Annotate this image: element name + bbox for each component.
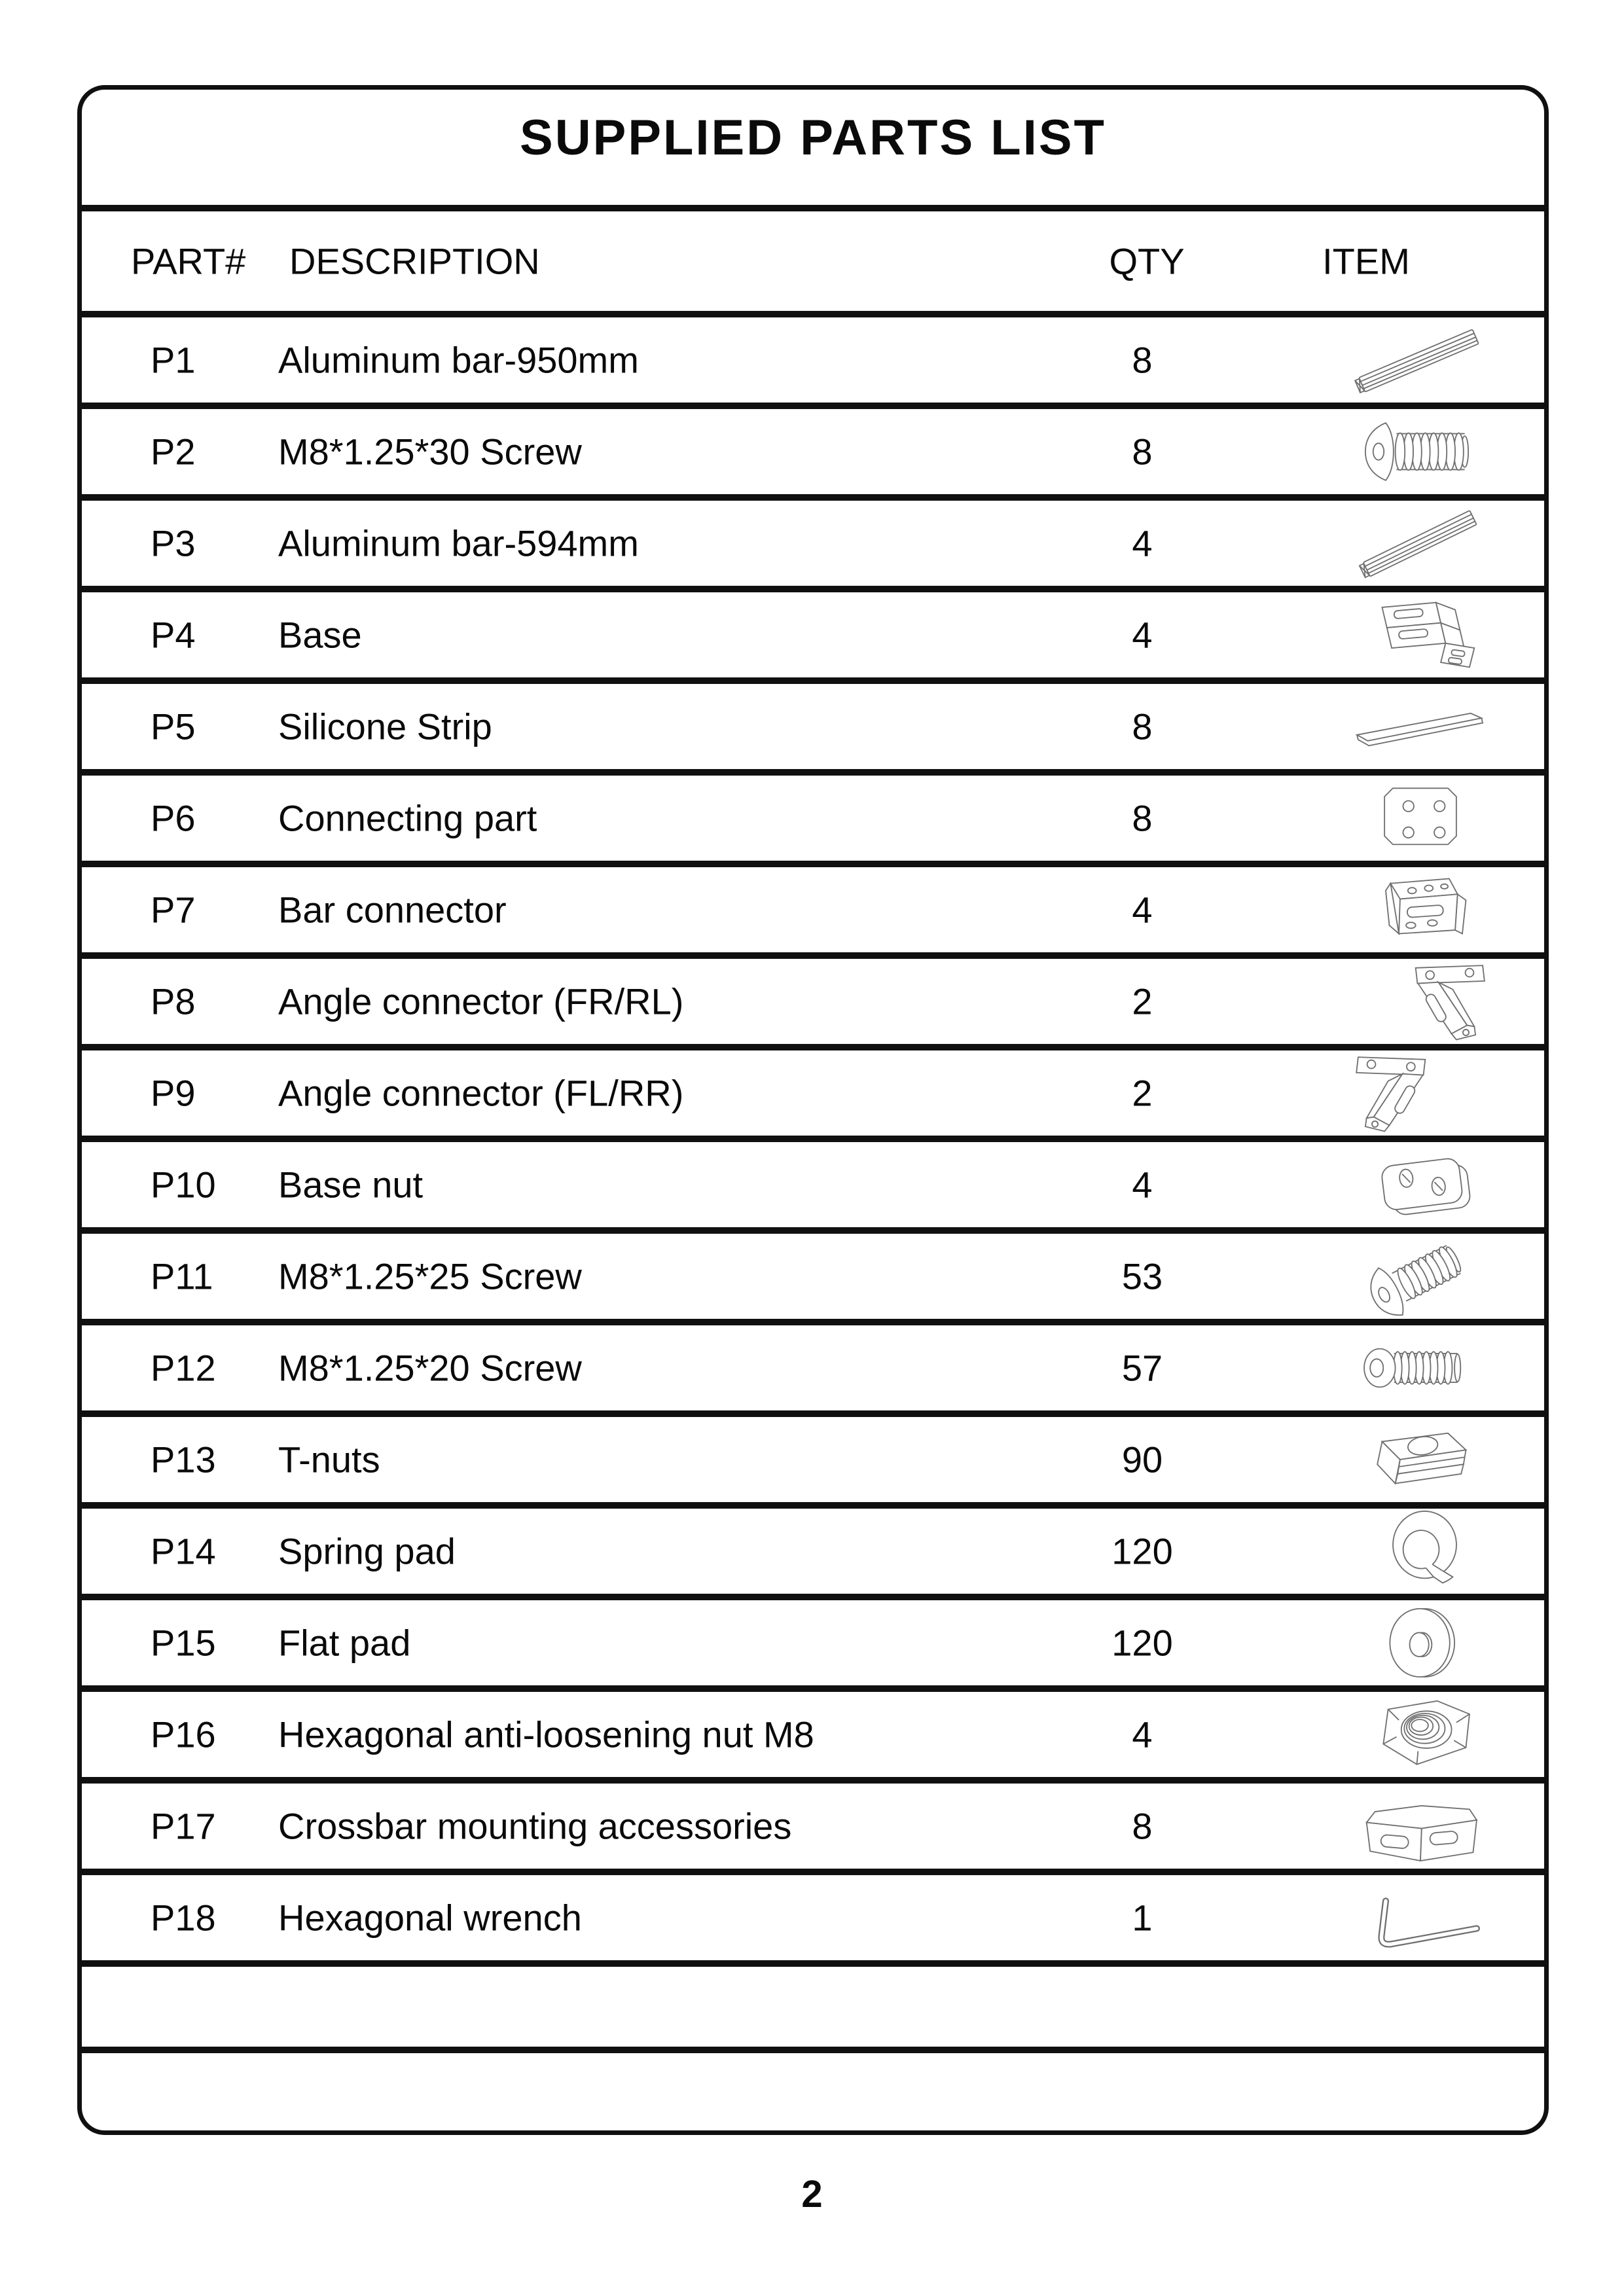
button-head-screw-icon xyxy=(1342,1326,1499,1410)
part-item-cell xyxy=(1342,1234,1499,1319)
part-item-cell xyxy=(1342,867,1499,952)
base-nut-icon xyxy=(1342,1143,1499,1227)
part-description: Connecting part xyxy=(278,797,537,839)
part-description: Base nut xyxy=(278,1164,424,1206)
table-row xyxy=(82,769,1544,861)
part-number: P7 xyxy=(151,889,196,931)
base-bracket-icon xyxy=(1342,593,1499,677)
part-item-cell xyxy=(1342,1784,1499,1869)
part-item-cell xyxy=(1342,1875,1499,1960)
part-description: M8*1.25*25 Screw xyxy=(278,1255,582,1297)
table-row xyxy=(82,1044,1544,1136)
part-item-cell xyxy=(1342,409,1499,494)
table-row xyxy=(82,1594,1544,1685)
part-qty: 120 xyxy=(1111,1530,1173,1572)
angle-connector-fr-rl-icon xyxy=(1342,960,1499,1043)
table-row xyxy=(82,861,1544,952)
part-qty: 53 xyxy=(1121,1255,1163,1297)
part-qty: 90 xyxy=(1121,1439,1163,1480)
silicone-strip-icon xyxy=(1342,685,1499,768)
part-qty: 4 xyxy=(1132,1164,1153,1206)
header-qty-label: QTY xyxy=(1109,240,1185,282)
part-number: P13 xyxy=(151,1439,216,1480)
part-description: Hexagonal anti-loosening nut M8 xyxy=(278,1713,814,1755)
empty-row-divider xyxy=(82,2047,1544,2053)
part-qty: 8 xyxy=(1132,339,1153,381)
part-description: Crossbar mounting accessories xyxy=(278,1805,792,1847)
table-row xyxy=(82,1777,1544,1869)
part-qty: 2 xyxy=(1132,980,1153,1022)
part-number: P14 xyxy=(151,1530,216,1572)
table-row xyxy=(82,494,1544,586)
part-number: P18 xyxy=(151,1897,216,1939)
table-row xyxy=(82,1136,1544,1227)
part-item-cell xyxy=(1342,1600,1499,1685)
part-number: P8 xyxy=(151,980,196,1022)
table-row xyxy=(82,952,1544,1044)
parts-list-box xyxy=(77,85,1549,2135)
title-divider xyxy=(82,205,1544,211)
t-nut-icon xyxy=(1342,1418,1499,1501)
part-description: M8*1.25*20 Screw xyxy=(278,1347,582,1389)
part-description: Spring pad xyxy=(278,1530,456,1572)
hex-wrench-icon xyxy=(1342,1876,1499,1960)
angle-connector-fl-rr-icon xyxy=(1342,1051,1499,1135)
part-item-cell xyxy=(1342,317,1499,403)
part-number: P17 xyxy=(151,1805,216,1847)
part-number: P9 xyxy=(151,1072,196,1114)
empty-row-divider xyxy=(82,1960,1544,1967)
part-description: Angle connector (FR/RL) xyxy=(278,980,684,1022)
header-part-label: PART# xyxy=(131,240,246,282)
table-row xyxy=(82,1410,1544,1502)
part-number: P10 xyxy=(151,1164,216,1206)
part-description: T-nuts xyxy=(278,1439,380,1480)
part-item-cell xyxy=(1342,1509,1499,1594)
table-row xyxy=(82,1502,1544,1594)
part-number: P12 xyxy=(151,1347,216,1389)
part-item-cell xyxy=(1342,1325,1499,1410)
part-number: P16 xyxy=(151,1713,216,1755)
part-qty: 8 xyxy=(1132,797,1153,839)
part-number: P6 xyxy=(151,797,196,839)
table-row xyxy=(82,311,1544,403)
part-description: Flat pad xyxy=(278,1622,411,1664)
part-item-cell xyxy=(1342,1692,1499,1777)
header-item-label: ITEM xyxy=(1322,240,1410,282)
part-qty: 1 xyxy=(1132,1897,1153,1939)
header-description-label: DESCRIPTION xyxy=(289,240,540,282)
part-description: Hexagonal wrench xyxy=(278,1897,582,1939)
part-description: Bar connector xyxy=(278,889,507,931)
part-number: P4 xyxy=(151,614,196,656)
part-item-cell xyxy=(1342,592,1499,677)
part-description: Silicone Strip xyxy=(278,706,492,747)
part-qty: 8 xyxy=(1132,431,1153,473)
part-item-cell xyxy=(1342,959,1499,1044)
part-description: M8*1.25*30 Screw xyxy=(278,431,582,473)
part-description: Aluminum bar-594mm xyxy=(278,522,639,564)
part-qty: 4 xyxy=(1132,614,1153,656)
aluminum-bar-icon xyxy=(1342,318,1499,402)
part-item-cell xyxy=(1342,1050,1499,1136)
part-item-cell xyxy=(1342,776,1499,861)
part-item-cell xyxy=(1342,1417,1499,1502)
table-header xyxy=(82,211,1544,311)
part-qty: 2 xyxy=(1132,1072,1153,1114)
part-qty: 8 xyxy=(1132,706,1153,747)
bar-connector-icon xyxy=(1342,868,1499,952)
table-row xyxy=(82,677,1544,769)
part-qty: 4 xyxy=(1132,889,1153,931)
page-title: SUPPLIED PARTS LIST xyxy=(520,109,1106,166)
part-item-cell xyxy=(1342,684,1499,769)
part-number: P11 xyxy=(151,1255,213,1297)
part-number: P1 xyxy=(151,339,196,381)
part-qty: 4 xyxy=(1132,1713,1153,1755)
part-qty: 4 xyxy=(1132,522,1153,564)
button-head-screw-icon xyxy=(1342,410,1499,493)
part-qty: 57 xyxy=(1121,1347,1163,1389)
part-description: Angle connector (FL/RR) xyxy=(278,1072,684,1114)
table-row xyxy=(82,1227,1544,1319)
table-row xyxy=(82,1685,1544,1777)
part-qty: 120 xyxy=(1111,1622,1173,1664)
hex-lock-nut-icon xyxy=(1342,1693,1499,1776)
part-number: P3 xyxy=(151,522,196,564)
page-number: 2 xyxy=(801,2172,823,2215)
aluminum-bar-icon xyxy=(1342,501,1499,585)
connecting-plate-icon xyxy=(1342,776,1499,860)
part-description: Aluminum bar-950mm xyxy=(278,339,639,381)
flat-washer-icon xyxy=(1342,1601,1499,1685)
corner-bracket-icon xyxy=(1342,1784,1499,1868)
table-row xyxy=(82,1319,1544,1410)
part-number: P2 xyxy=(151,431,196,473)
table-row xyxy=(82,403,1544,494)
part-description: Base xyxy=(278,614,362,656)
part-item-cell xyxy=(1342,1142,1499,1227)
table-row xyxy=(82,1869,1544,1960)
angled-screw-icon xyxy=(1342,1234,1499,1318)
part-qty: 8 xyxy=(1132,1805,1153,1847)
table-row xyxy=(82,586,1544,677)
part-item-cell xyxy=(1342,501,1499,586)
spring-washer-icon xyxy=(1342,1509,1499,1593)
part-number: P15 xyxy=(151,1622,216,1664)
part-number: P5 xyxy=(151,706,196,747)
